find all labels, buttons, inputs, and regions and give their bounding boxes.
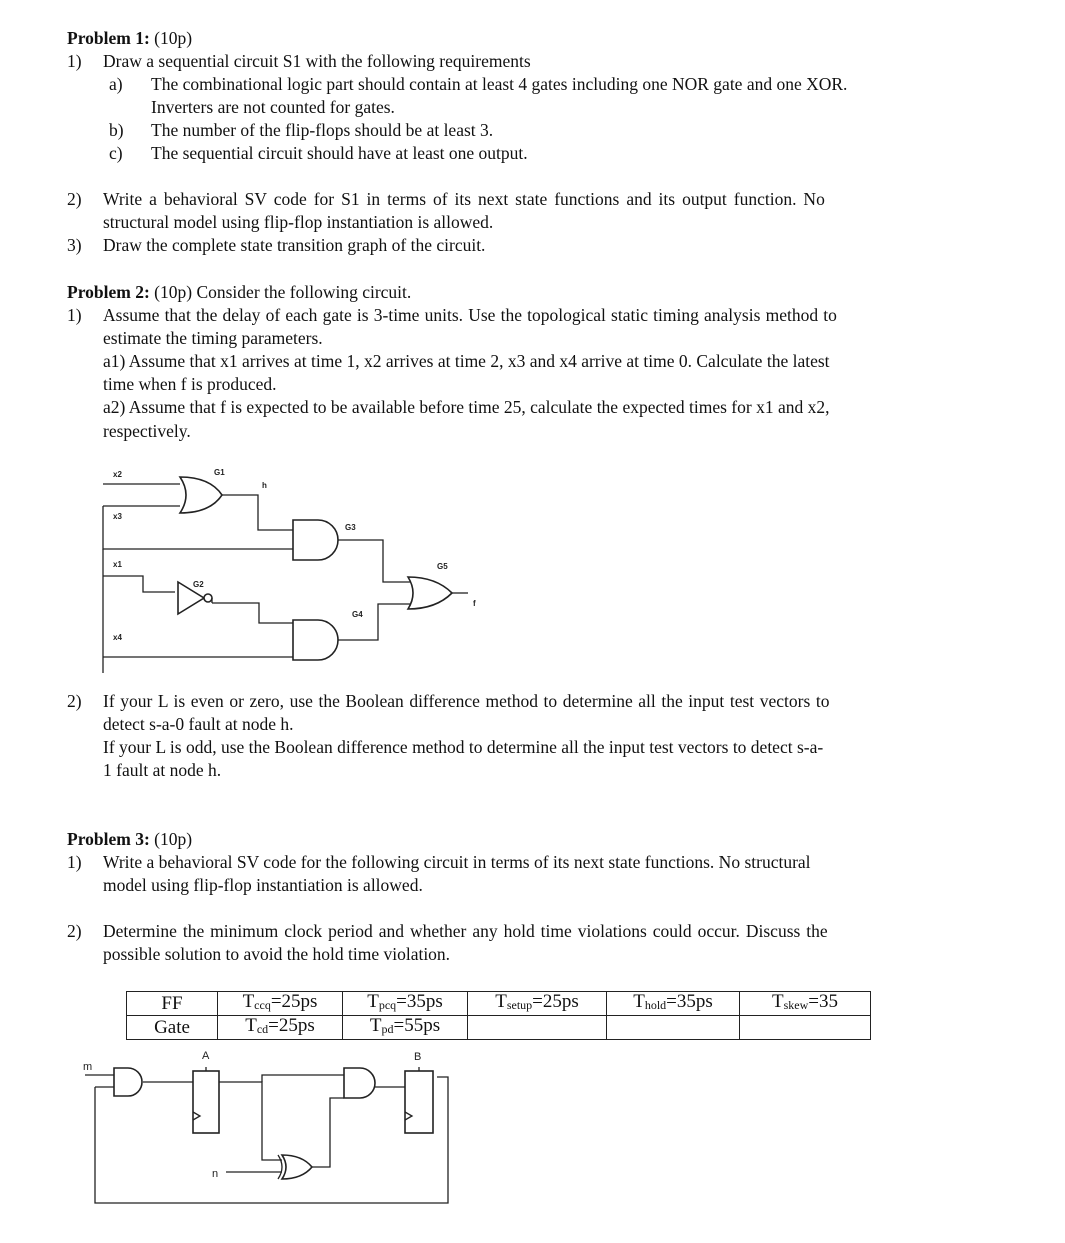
problem3-q1-number: 1) — [67, 852, 82, 872]
gate-g4-and — [293, 620, 338, 660]
problem2-q2-line2: detect s-a-0 fault at node h. — [103, 714, 294, 734]
flipflop-b — [405, 1071, 433, 1133]
label-x2: x2 — [113, 470, 122, 479]
problem1-q1-text: Draw a sequential circuit S1 with the following requirements — [103, 51, 531, 71]
timing-parameters-table — [126, 991, 871, 1040]
label-x4: x4 — [113, 633, 122, 642]
problem1-q3-text: Draw the complete state transition graph of the circuit. — [103, 235, 486, 255]
label-g1: G1 — [214, 468, 225, 477]
label-g2: G2 — [193, 580, 204, 589]
wire-g4-out — [335, 604, 412, 640]
label-f: f — [473, 599, 476, 608]
problem3-q1-line2: model using flip-flop instantiation is allowed. — [103, 875, 423, 895]
wire-x3-to-g3 — [103, 506, 293, 549]
cell-empty-1 — [468, 1016, 607, 1040]
problem1-c-text: The sequential circuit should have at least one output. — [151, 143, 528, 163]
label-m: m — [83, 1061, 93, 1073]
problem3-circuit-diagram — [80, 1045, 480, 1210]
gate-g3-and — [293, 520, 338, 560]
problem2-q2-number: 2) — [67, 691, 82, 711]
problem1-a-line1: The combinational logic part should contain at least 4 gates including one NOR gate and one XOR. — [151, 74, 848, 94]
cell-thold: $T_{hold}=35ps$ — [607, 992, 740, 1016]
label-g4: G4 — [352, 610, 363, 619]
label-x3: x3 — [113, 512, 122, 521]
problem3-q2-line2: possible solution to avoid the hold time violation. — [103, 944, 451, 964]
problem2-q2-line3: If your L is odd, use the Boolean difference method to determine all the input test vectors to detect s-a- — [103, 737, 824, 757]
cell-empty-2 — [607, 1016, 740, 1040]
wire-gate3-out — [312, 1098, 344, 1167]
problem3-q1-line1: Write a behavioral SV code for the following circuit in terms of its next state functions. No structural — [103, 852, 811, 872]
cell-gate-label: Gate — [127, 1016, 218, 1040]
problem2-circuit-diagram — [95, 462, 515, 677]
problem1-c-label: c) — [109, 143, 123, 163]
wire-ffa-out — [219, 1082, 282, 1160]
problem2-q1-number: 1) — [67, 305, 82, 325]
cell-tpd: $T_{pd}=55ps$ — [343, 1016, 468, 1040]
problem2-q2-line4: 1 fault at node h. — [103, 760, 222, 780]
table-row-ff — [127, 992, 871, 1016]
problem3-q2-line1: Determine the minimum clock period and whether any hold time violations could occur. Discuss the — [103, 921, 828, 941]
problem2-q2-line1: If your L is even or zero, use the Boolean difference method to determine all the input test vectors to — [103, 691, 830, 711]
gate-g5-or — [408, 577, 452, 609]
label-h: h — [262, 481, 267, 490]
cell-ff-label: FF — [127, 992, 218, 1016]
label-a: A — [202, 1050, 210, 1062]
label-x1: x1 — [113, 560, 122, 569]
problem2-a1-line1: a1) Assume that x1 arrives at time 1, x2 arrives at time 2, x3 and x4 arrive at time 0. Calculate the latest — [103, 351, 830, 371]
problem3-q2-number: 2) — [67, 921, 82, 941]
cell-tpcq: $T_{pcq}=35ps$ — [343, 992, 468, 1016]
wire-g3-out — [335, 540, 412, 582]
problem1-q2-line2: structural model using flip-flop instantiation is allowed. — [103, 212, 494, 232]
wire-h — [222, 495, 293, 530]
problem1-q2-line1: Write a behavioral SV code for S1 in terms of its next state functions and its output function. No — [103, 189, 825, 209]
label-g5: G5 — [437, 562, 448, 571]
problem1-q3-number: 3) — [67, 235, 82, 255]
gate-g1-or — [180, 477, 222, 513]
gate-input-and — [114, 1068, 142, 1096]
problem2-q1-line2: estimate the timing parameters. — [103, 328, 323, 348]
cell-tsetup: $T_{setup}=25ps$ — [468, 992, 607, 1016]
label-g3: G3 — [345, 523, 356, 532]
wire-x1 — [103, 576, 175, 592]
gate-bottom-or — [282, 1155, 312, 1179]
problem2-a1-line2: time when f is produced. — [103, 374, 277, 394]
problem1-q1-number: 1) — [67, 51, 82, 71]
cell-empty-3 — [740, 1016, 871, 1040]
label-n: n — [212, 1168, 219, 1180]
problem1-title: Problem 1: (10p) — [67, 28, 193, 48]
wire-ffa-to-gate2 — [262, 1075, 344, 1082]
label-b: B — [414, 1051, 422, 1063]
problem1-q2-number: 2) — [67, 189, 82, 209]
cell-tskew: $T_{skew}=35$ — [740, 992, 871, 1016]
problem3-title: Problem 3: (10p) — [67, 829, 193, 849]
cell-tcd: $T_{cd}=25ps$ — [218, 1016, 343, 1040]
wire-feedback-loop — [95, 1077, 448, 1203]
table-row-gate — [127, 1016, 871, 1040]
problem1-a-label: a) — [109, 74, 123, 94]
problem1-b-label: b) — [109, 120, 124, 140]
problem1-b-text: The number of the flip-flops should be at least 3. — [151, 120, 494, 140]
wire-g2-out — [212, 603, 293, 623]
gate-g2-bubble — [204, 594, 212, 602]
problem2-a2-line2: respectively. — [103, 421, 191, 441]
problem2-a2-line1: a2) Assume that f is expected to be available before time 25, calculate the expected times for x1 and x2, — [103, 397, 830, 417]
problem2-q1-line1: Assume that the delay of each gate is 3-time units. Use the topological static timing analysis method to — [103, 305, 837, 325]
flipflop-a — [193, 1071, 219, 1133]
problem1-a-line2: Inverters are not counted for gates. — [151, 97, 395, 117]
cell-tccq: $T_{ccq}=25ps$ — [218, 992, 343, 1016]
problem2-title: Problem 2: (10p) Consider the following circuit. — [67, 282, 412, 302]
gate-middle-and — [344, 1068, 375, 1098]
